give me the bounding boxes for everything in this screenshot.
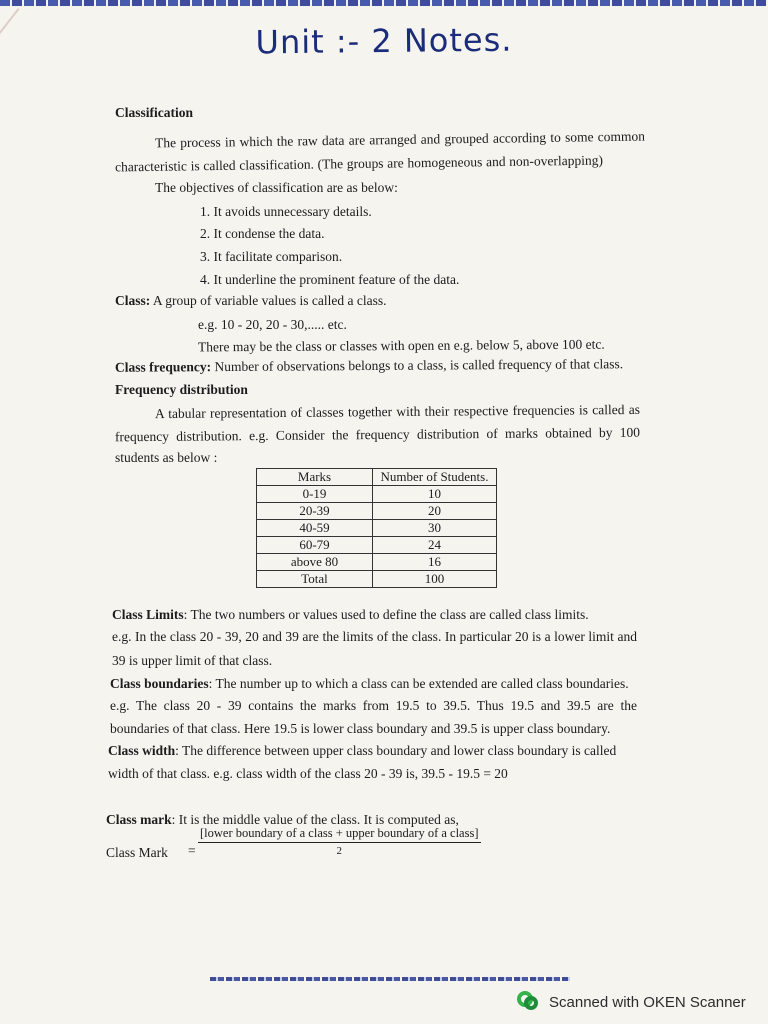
table-total-row <box>257 571 497 588</box>
class-limits-def: : The two numbers or values used to define the class are called class limits. <box>183 607 589 622</box>
bottom-scan-edge <box>210 977 570 981</box>
class-def: A group of variable values is called a class. <box>152 293 387 308</box>
class-boundaries-definition <box>110 676 637 692</box>
table-row <box>257 503 497 520</box>
frequency-distribution-heading: Frequency distribution <box>115 382 248 397</box>
scanner-watermark <box>517 990 746 1014</box>
class-frequency-definition <box>115 356 623 376</box>
class-mark-formula <box>198 826 481 857</box>
table-cell: 16 <box>373 554 497 571</box>
objective-item: 1. It avoids unnecessary details. <box>200 204 372 219</box>
table-cell: 10 <box>373 486 497 503</box>
table-row <box>257 554 497 571</box>
classification-para-2: characteristic is called classification. (The groups are homogeneous and non-overlapping) <box>114 152 604 175</box>
class-width-def: : The difference between upper class boundary and lower class boundary is called <box>175 743 617 758</box>
class-definition <box>115 293 386 309</box>
table-cell: Total <box>257 571 373 588</box>
objective-item: 4. It underline the prominent feature of the data. <box>200 272 460 287</box>
table-cell: above 80 <box>257 554 373 571</box>
objective-item: 3. It facilitate comparison. <box>200 249 343 264</box>
table-cell: 40-59 <box>257 520 373 537</box>
table-row <box>257 520 497 537</box>
table-cell: 0-19 <box>257 486 373 503</box>
class-mark-label: Class Mark <box>106 845 168 860</box>
class-limits-line-3: 39 is upper limit of that class. <box>112 653 273 668</box>
table-cell: 30 <box>373 520 497 537</box>
class-example: e.g. 10 - 20, 20 - 30,..... etc. <box>198 317 347 332</box>
class-mark-term: Class mark <box>106 812 172 827</box>
table-cell: 60-79 <box>257 537 373 554</box>
class-width-definition <box>108 743 616 759</box>
table-cell: 100 <box>373 571 497 588</box>
frequency-table <box>256 468 497 588</box>
class-note: There may be the class or classes with open en e.g. below 5, above 100 etc. <box>197 336 605 355</box>
formula-denominator: 2 <box>336 845 342 857</box>
class-frequency-def: Number of observations belongs to a class, is called frequency of that class. <box>214 356 624 375</box>
objective-item: 2. It condense the data. <box>200 226 325 241</box>
class-term: Class: <box>115 293 151 308</box>
class-limits-definition <box>112 607 589 623</box>
class-limits-line-2: e.g. In the class 20 - 39, 20 and 39 are the limits of the class. In particular 20 is a lower limit and <box>112 629 637 644</box>
class-mark-equals: = <box>188 843 196 858</box>
classification-heading: Classification <box>115 105 194 120</box>
class-boundaries-term: Class boundaries <box>110 676 209 691</box>
table-row <box>257 537 497 554</box>
freq-dist-para-1: A tabular representation of classes together with their respective frequencies is called as <box>154 401 641 422</box>
oken-scanner-logo-icon <box>517 990 541 1014</box>
class-width-term: Class width <box>108 743 176 758</box>
page-title: Unit :- 2 Notes. <box>255 20 513 62</box>
table-row <box>257 486 497 503</box>
table-header-marks: Marks <box>257 469 373 486</box>
top-scan-edge <box>0 0 768 6</box>
table-cell: 24 <box>373 537 497 554</box>
class-frequency-term: Class frequency: <box>114 359 212 375</box>
class-limits-term: Class Limits <box>112 607 184 622</box>
table-cell: 20 <box>373 503 497 520</box>
class-boundaries-line-3: boundaries of that class. Here 19.5 is lower class boundary and 39.5 is upper class boundary. <box>110 721 611 736</box>
scanner-text: Scanned with OKEN Scanner <box>549 993 746 1011</box>
class-boundaries-line-2: e.g. The class 20 - 39 contains the marks from 19.5 to 39.5. Thus 19.5 and 39.5 are the <box>110 698 637 713</box>
table-header-students: Number of Students. <box>373 469 497 486</box>
freq-dist-para-3: students as below : <box>115 450 218 465</box>
table-header-row <box>257 469 497 486</box>
table-cell: 20-39 <box>257 503 373 520</box>
class-boundaries-def: : The number up to which a class can be extended are called class boundaries. <box>208 676 629 691</box>
freq-dist-para-2: frequency distribution. e.g. Consider the frequency distribution of marks obtained by 100 <box>114 424 641 445</box>
formula-numerator: [lower boundary of a class + upper boundary of a class] <box>198 826 481 843</box>
class-width-line-2: width of that class. e.g. class width of the class 20 - 39 is, 39.5 - 19.5 = 20 <box>108 766 508 781</box>
objectives-intro: The objectives of classification are as below: <box>155 180 398 195</box>
classification-para-1: The process in which the raw data are arranged and grouped according to some common <box>154 128 646 151</box>
class-mark-def: : It is the middle value of the class. It is computed as, <box>171 812 459 827</box>
